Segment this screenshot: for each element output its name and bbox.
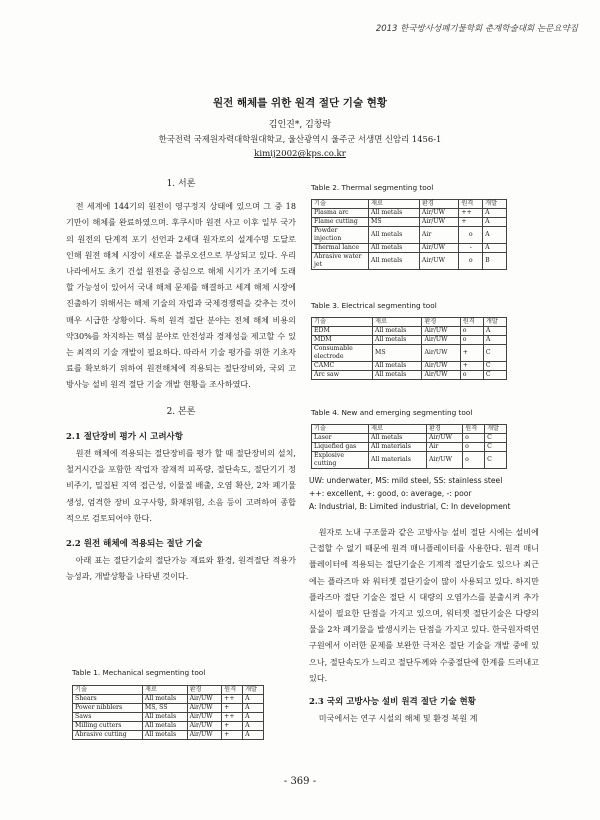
table-cell: C <box>485 443 507 452</box>
table-cell: MS <box>373 345 422 362</box>
table-cell: Liquefied gas <box>312 443 369 452</box>
table-header-cell: 재료 <box>373 318 422 327</box>
table-cell: All materials <box>369 443 427 452</box>
table-cell: C <box>485 452 507 469</box>
table-cell: All metals <box>142 695 187 704</box>
table-3 <box>311 317 507 380</box>
table-cell: A <box>483 244 507 253</box>
table-cell: + <box>222 704 243 713</box>
table-cell: A <box>243 695 264 704</box>
table-cell: o <box>463 452 485 469</box>
table-row <box>73 704 264 713</box>
table-cell: C <box>483 362 506 371</box>
table-cell: o <box>460 371 483 380</box>
table-header-cell: 원격 <box>463 425 485 434</box>
table-cell: All metals <box>373 327 422 336</box>
table-row <box>312 336 507 345</box>
table-row <box>312 209 507 218</box>
table-cell: Air <box>419 227 458 244</box>
table-cell: EDM <box>312 327 373 336</box>
table-header-cell: 환경 <box>187 686 222 695</box>
table-header-cell: 기술 <box>312 425 369 434</box>
table-cell: Air <box>426 443 462 452</box>
table-header-cell: 환경 <box>419 200 458 209</box>
table-cell: Air/UW <box>419 218 458 227</box>
table-cell: ++ <box>459 209 483 218</box>
table-cell: CAMC <box>312 362 373 371</box>
table-header-cell: 재료 <box>369 200 420 209</box>
table-legend <box>309 474 549 513</box>
table-cell: o <box>459 227 483 244</box>
table-cell: Powder injection <box>312 227 369 244</box>
table-header-cell: 기술 <box>312 200 369 209</box>
section-2-2-text: 아래 표는 절단기술의 절단가능 재료와 환경, 원격절단 적용가능성과, 개발상황을 나타낸 것이다. <box>66 555 296 582</box>
table-cell: A <box>483 327 506 336</box>
table-cell: C <box>483 371 506 380</box>
table-header-row <box>73 686 264 695</box>
table-row <box>73 731 264 740</box>
table-cell: Shears <box>73 695 143 704</box>
table-cell: A <box>243 704 264 713</box>
table-cell: o <box>463 434 485 443</box>
table-cell: All materials <box>369 452 427 469</box>
table-cell: Arc saw <box>312 371 373 380</box>
table-cell: Abrasive cutting <box>73 731 143 740</box>
table-2 <box>311 199 507 270</box>
table-cell: + <box>460 345 483 362</box>
table-cell: MS <box>369 218 420 227</box>
table-cell: Power nibblers <box>73 704 143 713</box>
table-cell: Plasma arc <box>312 209 369 218</box>
table-cell: Air/UW <box>422 327 460 336</box>
table-cell: Flame cutting <box>312 218 369 227</box>
table-header-row <box>312 425 507 434</box>
table-4-caption: Table 4. New and emerging segmenting tool <box>311 408 473 417</box>
paper-authors: 김인진*, 김창락 <box>268 120 332 130</box>
paper-affiliation: 한국전력 국제원자력대학원대학교, 울산광역시 울주군 서생면 신암리 1456-1 <box>158 134 442 144</box>
intro-heading: 1. 서론 <box>166 179 196 189</box>
table-row <box>312 227 507 244</box>
paper-title: 원전 해체를 위한 원격 절단 기술 현황 <box>212 97 388 109</box>
table-cell: MS, SS <box>142 704 187 713</box>
table-cell: Air/UW <box>426 452 462 469</box>
conference-header: 2013 한국방사성폐기물학회 춘계학술대회 논문요약집 <box>375 24 578 34</box>
table-cell: Air/UW <box>422 362 460 371</box>
table-cell: o <box>459 253 483 270</box>
table-cell: Consumable electrode <box>312 345 373 362</box>
table-cell: Air/UW <box>419 244 458 253</box>
table-header-row <box>312 318 507 327</box>
body-heading: 2. 본론 <box>166 406 196 417</box>
table-cell: A <box>483 336 506 345</box>
table-header-cell: 재료 <box>142 686 187 695</box>
table-cell: + <box>460 362 483 371</box>
table-cell: Air/UW <box>419 253 458 270</box>
table-cell: o <box>463 443 485 452</box>
table-header-cell: 환경 <box>422 318 460 327</box>
table-cell: A <box>483 227 507 244</box>
table-cell: All metals <box>142 713 187 722</box>
table-cell: All metals <box>373 362 422 371</box>
table-header-cell: 개발 <box>485 425 507 434</box>
table-row <box>73 722 264 731</box>
table-cell: Air/UW <box>187 731 222 740</box>
section-2-2-heading: 2.2 원전 해체에 적용되는 절단 기술 <box>66 539 203 550</box>
table-row <box>312 327 507 336</box>
table-cell: ++ <box>222 695 243 704</box>
table-cell: All metals <box>142 731 187 740</box>
section-2-3-text: 미국에서는 연구 시설의 해체 및 환경 복원 계 <box>318 713 478 724</box>
table-cell: C <box>483 345 506 362</box>
table-cell: Air/UW <box>187 695 222 704</box>
table-cell: + <box>459 218 483 227</box>
table-header-cell: 개발 <box>243 686 264 695</box>
table-header-cell: 개발 <box>483 200 507 209</box>
table-header-cell: 기술 <box>73 686 143 695</box>
table-cell: Air/UW <box>422 371 460 380</box>
table-cell: Explosive cutting <box>312 452 369 469</box>
table-cell: Laser <box>312 434 369 443</box>
table-row <box>312 443 507 452</box>
section-2-3-heading: 2.3 국외 고방사능 설비 원격 절단 기술 현황 <box>309 697 476 708</box>
table-row <box>312 371 507 380</box>
table-row <box>73 713 264 722</box>
table-cell: A <box>243 722 264 731</box>
table-header-cell: 원격 <box>459 200 483 209</box>
author-email: kimij2002@kps.co.kr <box>254 149 346 159</box>
section-2-1-heading: 2.1 절단장비 평가 시 고려사항 <box>66 431 183 442</box>
table-cell: All metals <box>373 371 422 380</box>
remote-manipulator-text: 원자로 노내 구조물과 같은 고방사능 설비 절단 시에는 설비에 근접할 수 없기 때문에 원격 매니플레이터를 사용한다. 원격 매니퓰레이터에 적용되는 절단기술은 기계적 절단기술도 있으나 최근에는 플라즈마 와 워터젯 절단기술이 많이 사용되고 있다. 하지만 플라즈마 절단 기술은 절단 시 대량의 오염가스를 분출시켜 추가시설이 필요한 단점을 가지고 있으며, 워터젯 절단기술은 다량의 물을 2차 폐기물을 발생시키는 단점을 가지고 있다. 한국원자력연구원에서 이러한 문제를 보완한 극저온 절단 기술을 개발 중에 있으나, 절단속도가 느리고 절단두께와 수중절단에 한계를 드러내고 있다. <box>309 527 539 683</box>
table-4 <box>311 424 507 469</box>
table-cell: Saws <box>73 713 143 722</box>
table-cell: All metals <box>142 722 187 731</box>
table-cell: Milling cutters <box>73 722 143 731</box>
table-2-caption: Table 2. Thermal segmenting tool <box>311 183 434 192</box>
table-cell: Air/UW <box>187 704 222 713</box>
table-header-cell: 재료 <box>369 425 427 434</box>
table-cell: Thermal lance <box>312 244 369 253</box>
legend-development-scale: A: Industrial, B: Limited industrial, C: In development <box>309 502 511 511</box>
table-header-cell: 환경 <box>426 425 462 434</box>
table-cell: A <box>483 218 507 227</box>
table-cell: A <box>483 209 507 218</box>
table-cell: A <box>243 731 264 740</box>
table-cell: All metals <box>369 434 427 443</box>
table-cell: B <box>483 253 507 270</box>
page-number: - 369 - <box>283 776 317 787</box>
section-2-1-text: 원전 해체에 적용되는 절단장비를 평가 할 때 절단장비의 설치, 철거시간을 포함한 작업자 잠재적 피폭량, 절단속도, 절단기기 정비주기, 밀집된 지역 접근성, 이물질 배출, 오염 확산, 2차 폐기물 생성, 엄격한 장비 요구사항, 화재위험, 소음 등이 고려하여 종합적으로 검토되어야 한다. <box>66 448 296 523</box>
table-1-caption: Table 1. Mechanical segmenting tool <box>72 668 206 677</box>
table-cell: A <box>243 713 264 722</box>
table-header-row <box>312 200 507 209</box>
table-cell: Air/UW <box>419 209 458 218</box>
table-cell: Air/UW <box>422 336 460 345</box>
table-cell: ++ <box>222 713 243 722</box>
table-row <box>312 362 507 371</box>
table-cell: Air/UW <box>422 345 460 362</box>
table-cell: All metals <box>369 227 420 244</box>
table-row <box>312 345 507 362</box>
table-cell: All metals <box>369 209 420 218</box>
table-row <box>312 244 507 253</box>
table-cell: Abrasive water jet <box>312 253 369 270</box>
table-header-cell: 개발 <box>483 318 506 327</box>
table-cell: All metals <box>369 253 420 270</box>
table-header-cell: 기술 <box>312 318 373 327</box>
left-column <box>66 176 296 585</box>
table-1 <box>72 685 264 740</box>
legend-abbreviations: UW: underwater, MS: mild steel, SS: stainless steel <box>309 476 503 485</box>
table-cell: Air/UW <box>187 713 222 722</box>
table-cell: Air/UW <box>187 722 222 731</box>
table-header-cell: 원격 <box>222 686 243 695</box>
table-row <box>312 253 507 270</box>
table-cell: All metals <box>369 244 420 253</box>
legend-remote-scale: ++: excellent, +: good, o: average, -: poor <box>309 489 472 498</box>
table-row <box>73 695 264 704</box>
right-column-text <box>309 524 539 726</box>
table-cell: All metals <box>373 336 422 345</box>
table-cell: o <box>460 336 483 345</box>
table-cell: MDM <box>312 336 373 345</box>
table-header-cell: 원격 <box>460 318 483 327</box>
table-cell: o <box>460 327 483 336</box>
table-cell: Air/UW <box>426 434 462 443</box>
table-cell: + <box>222 731 243 740</box>
table-row <box>312 452 507 469</box>
table-cell: C <box>485 434 507 443</box>
table-row <box>312 218 507 227</box>
table-cell: + <box>222 722 243 731</box>
intro-text: 전 세계에 144기의 원전이 영구정지 상태에 있으며 그 중 18기만이 해체를 완료하였으며. 후쿠시마 원전 사고 이후 일부 국가의 원전의 단계적 포기 선언과 2세대 원자로의 설계수명 도달로 인해 원전 해체 시장이 새로운 블루오션으로 부상되고 있다. 우리나라에서도 초기 건설 원전을 중심으로 해체 시기가 조기에 도래할 가능성이 있어서 국내 해체 문제를 해결하고 세계 해체 시장에 진출하기 위해서는 해체 기술의 자립과 국제경쟁력을 갖추는 것이 매우 시급한 상황이다. 특히 원격 절단 분야는 전체 해체 비용의 약30%를 차지하는 핵심 분야로 안전성과 경제성을 제고할 수 있는 최적의 기술 개발이 필요하다. 따라서 기술 평가를 위한 기초자료를 확보하기 위하여 원전해체에 적용되는 절단장비와, 국외 고방사능 설비 원격 절단 기술 개발 현황을 조사하였다. <box>66 201 296 390</box>
table-row <box>312 434 507 443</box>
table-3-caption: Table 3. Electrical segmenting tool <box>311 301 437 310</box>
table-cell: - <box>459 244 483 253</box>
